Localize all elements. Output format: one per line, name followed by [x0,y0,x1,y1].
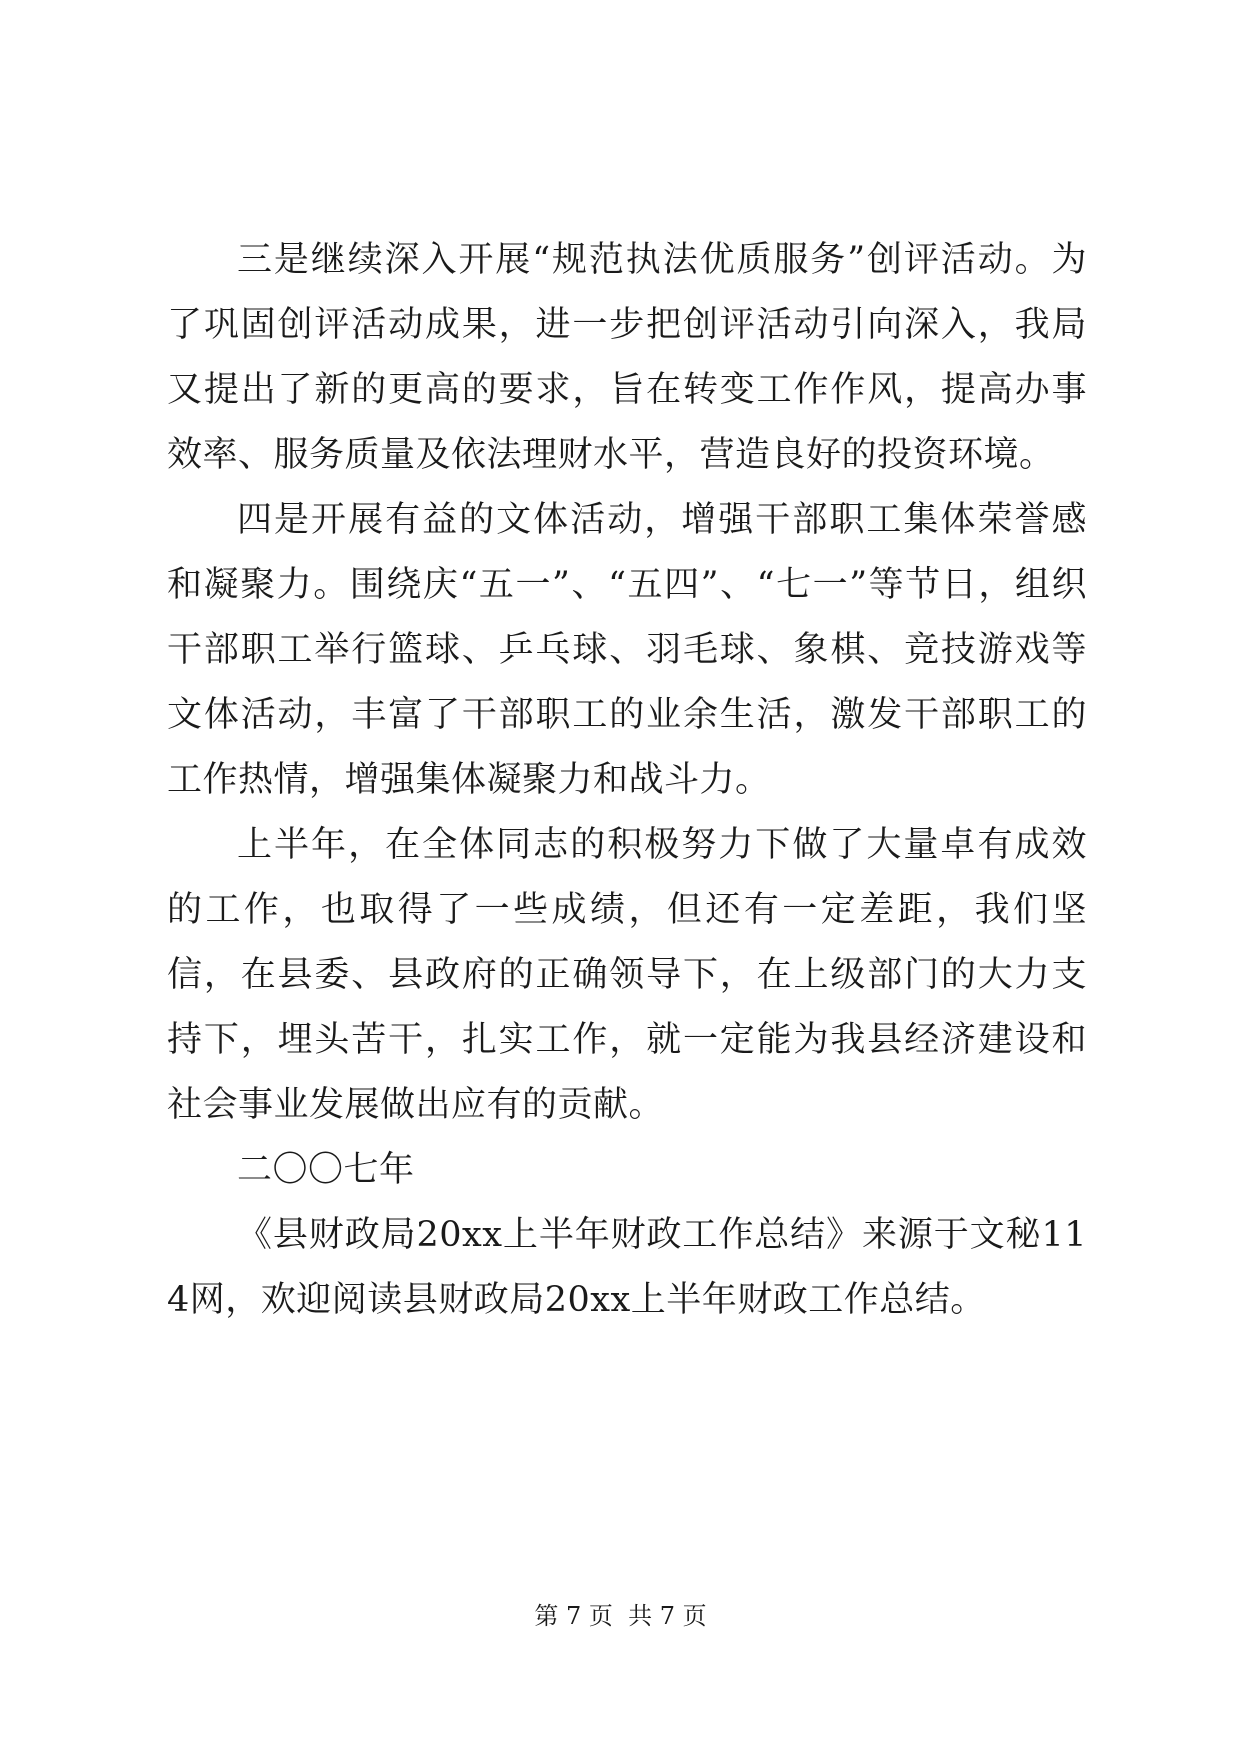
date-line: 二〇〇七年 [237,1150,415,1190]
document-body [167,228,1087,1333]
paragraph-summary: 上半年，在全体同志的积极努力下做了大量卓有成效的工作，也取得了一些成绩，但还有一定差距，我们坚信，在县委、县政府的正确领导下，在上级部门的大力支持下，埋头苦干，扎实工作，就一定能为我县经济建设和社会事业发展做出应有的贡献。 [167,825,1087,1125]
paragraph-three: 三是继续深入开展“规范执法优质服务”创评活动。为了巩固创评活动成果，进一步把创评活动引向深入，我局又提出了新的更高的要求，旨在转变工作作风，提高办事效率、服务质量及依法理财水平，营造良好的投资环境。 [167,240,1087,475]
source-note: 《县财政局20xx上半年财政工作总结》来源于文秘114网，欢迎阅读县财政局20xx上半年财政工作总结。 [167,1215,1087,1320]
page-footer [0,1600,1241,1632]
paragraph-four: 四是开展有益的文体活动，增强干部职工集体荣誉感和凝聚力。围绕庆“五一”、“五四”、“七一”等节日，组织干部职工举行篮球、乒乓球、羽毛球、象棋、竞技游戏等文体活动，丰富了干部职工的业余生活，激发干部职工的工作热情，增强集体凝聚力和战斗力。 [167,500,1087,800]
page-number-label: 第 7 页 共 7 页 [534,1602,707,1630]
